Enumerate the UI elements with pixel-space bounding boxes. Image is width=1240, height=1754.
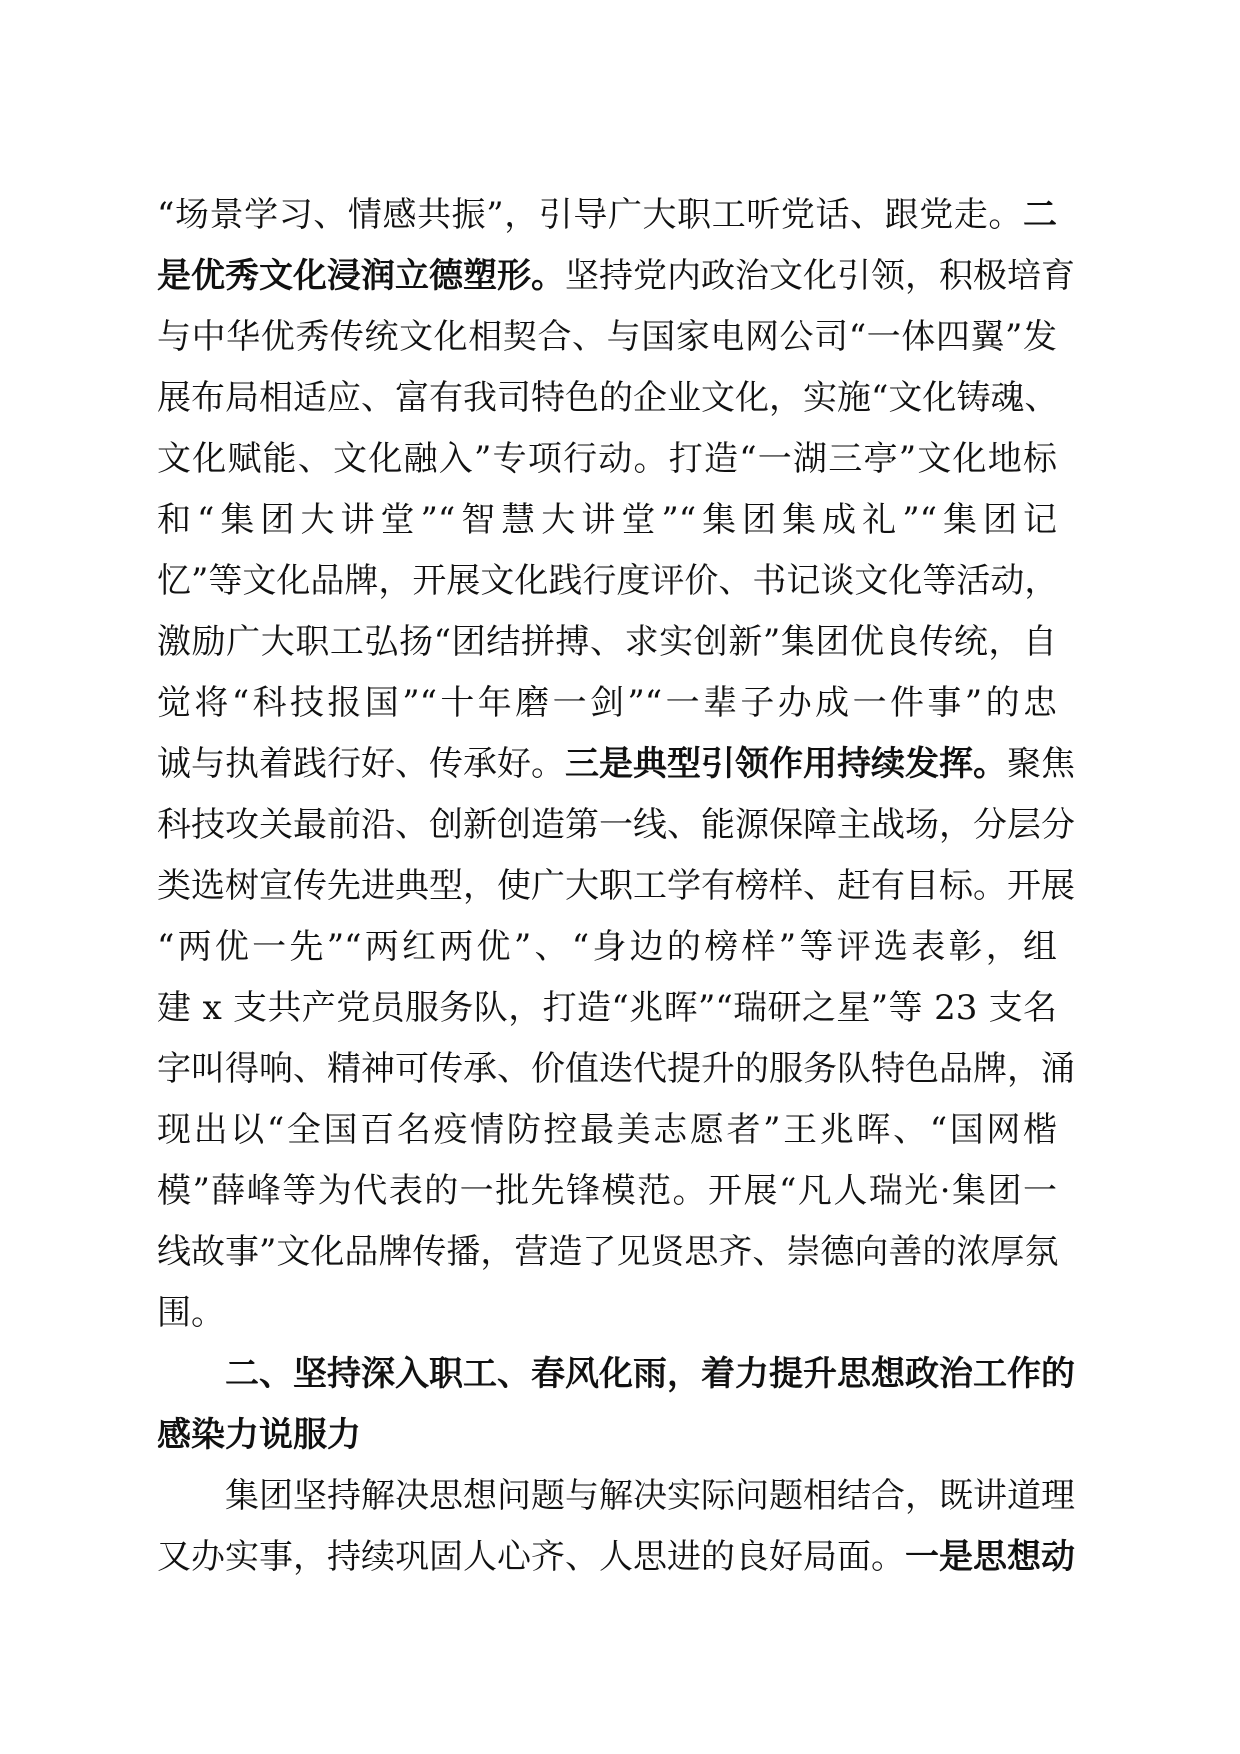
text-line: 科技攻关最前沿、创新创造第一线、能源保障主战场，分层分 [157, 805, 1075, 845]
section-heading: 感染力说服力 [157, 1415, 361, 1455]
bold-text: 是优秀文化浸润立德塑形。 [157, 256, 565, 296]
text-line: 激励广大职工弘扬“团结拼搏、求实创新”集团优良传统，自 [157, 622, 1057, 662]
text-line: 围。 [157, 1293, 225, 1333]
text-line: 字叫得响、精神可传承、价值迭代提升的服务队特色品牌，涌 [157, 1049, 1075, 1089]
text-line [157, 1527, 1075, 1588]
body-text: 诚与执着践行好、传承好。 [157, 744, 565, 784]
text-line: 忆”等文化品牌，开展文化践行度评价、书记谈文化等活动， [157, 561, 1059, 601]
document-body [157, 185, 1075, 1588]
text-line: 觉将“科技报国”“十年磨一剑”“一辈子办成一件事”的忠 [157, 683, 1057, 723]
body-text: “场景学习、情感共振”，引导广大职工听党话、跟党走。 [157, 195, 1023, 235]
bold-text: 一是思想动 [905, 1537, 1075, 1577]
text-line: 文化赋能、文化融入”专项行动。打造“一湖三亭”文化地标 [157, 439, 1057, 479]
text-line [157, 246, 1075, 307]
text-line: 集团坚持解决思想问题与解决实际问题相结合，既讲道理 [225, 1476, 1075, 1516]
text-line: 线故事”文化品牌传播，营造了见贤思齐、崇德向善的浓厚氛 [157, 1232, 1059, 1272]
text-line: 现出以“全国百名疫情防控最美志愿者”王兆晖、“国网楷 [157, 1110, 1057, 1150]
text-line [157, 734, 1075, 795]
text-line: “两优一先”“两红两优”、“身边的榜样”等评选表彰，组 [157, 927, 1057, 967]
body-text: 坚持党内政治文化引领，积极培育 [565, 256, 1075, 296]
bold-text: 三是典型引领作用持续发挥。 [565, 744, 1007, 784]
text-line: 与中华优秀传统文化相契合、与国家电网公司“一体四翼”发 [157, 317, 1057, 357]
text-line: 模”薛峰等为代表的一批先锋模范。开展“凡人瑞光·集团一 [157, 1171, 1057, 1211]
text-line [157, 185, 1057, 246]
bold-text: 二 [1023, 195, 1057, 235]
body-text: 聚焦 [1007, 744, 1075, 784]
body-text: 又办实事，持续巩固人心齐、人思进的良好局面。 [157, 1537, 905, 1577]
section-heading: 二、坚持深入职工、春风化雨，着力提升思想政治工作的 [225, 1354, 1075, 1394]
text-line: 建 x 支共产党员服务队，打造“兆晖”“瑞研之星”等 23 支名 [157, 988, 1057, 1028]
text-line: 展布局相适应、富有我司特色的企业文化，实施“文化铸魂、 [157, 378, 1059, 418]
text-line: 类选树宣传先进典型，使广大职工学有榜样、赶有目标。开展 [157, 866, 1075, 906]
text-line: 和“集团大讲堂”“智慧大讲堂”“集团集成礼”“集团记 [157, 500, 1057, 540]
